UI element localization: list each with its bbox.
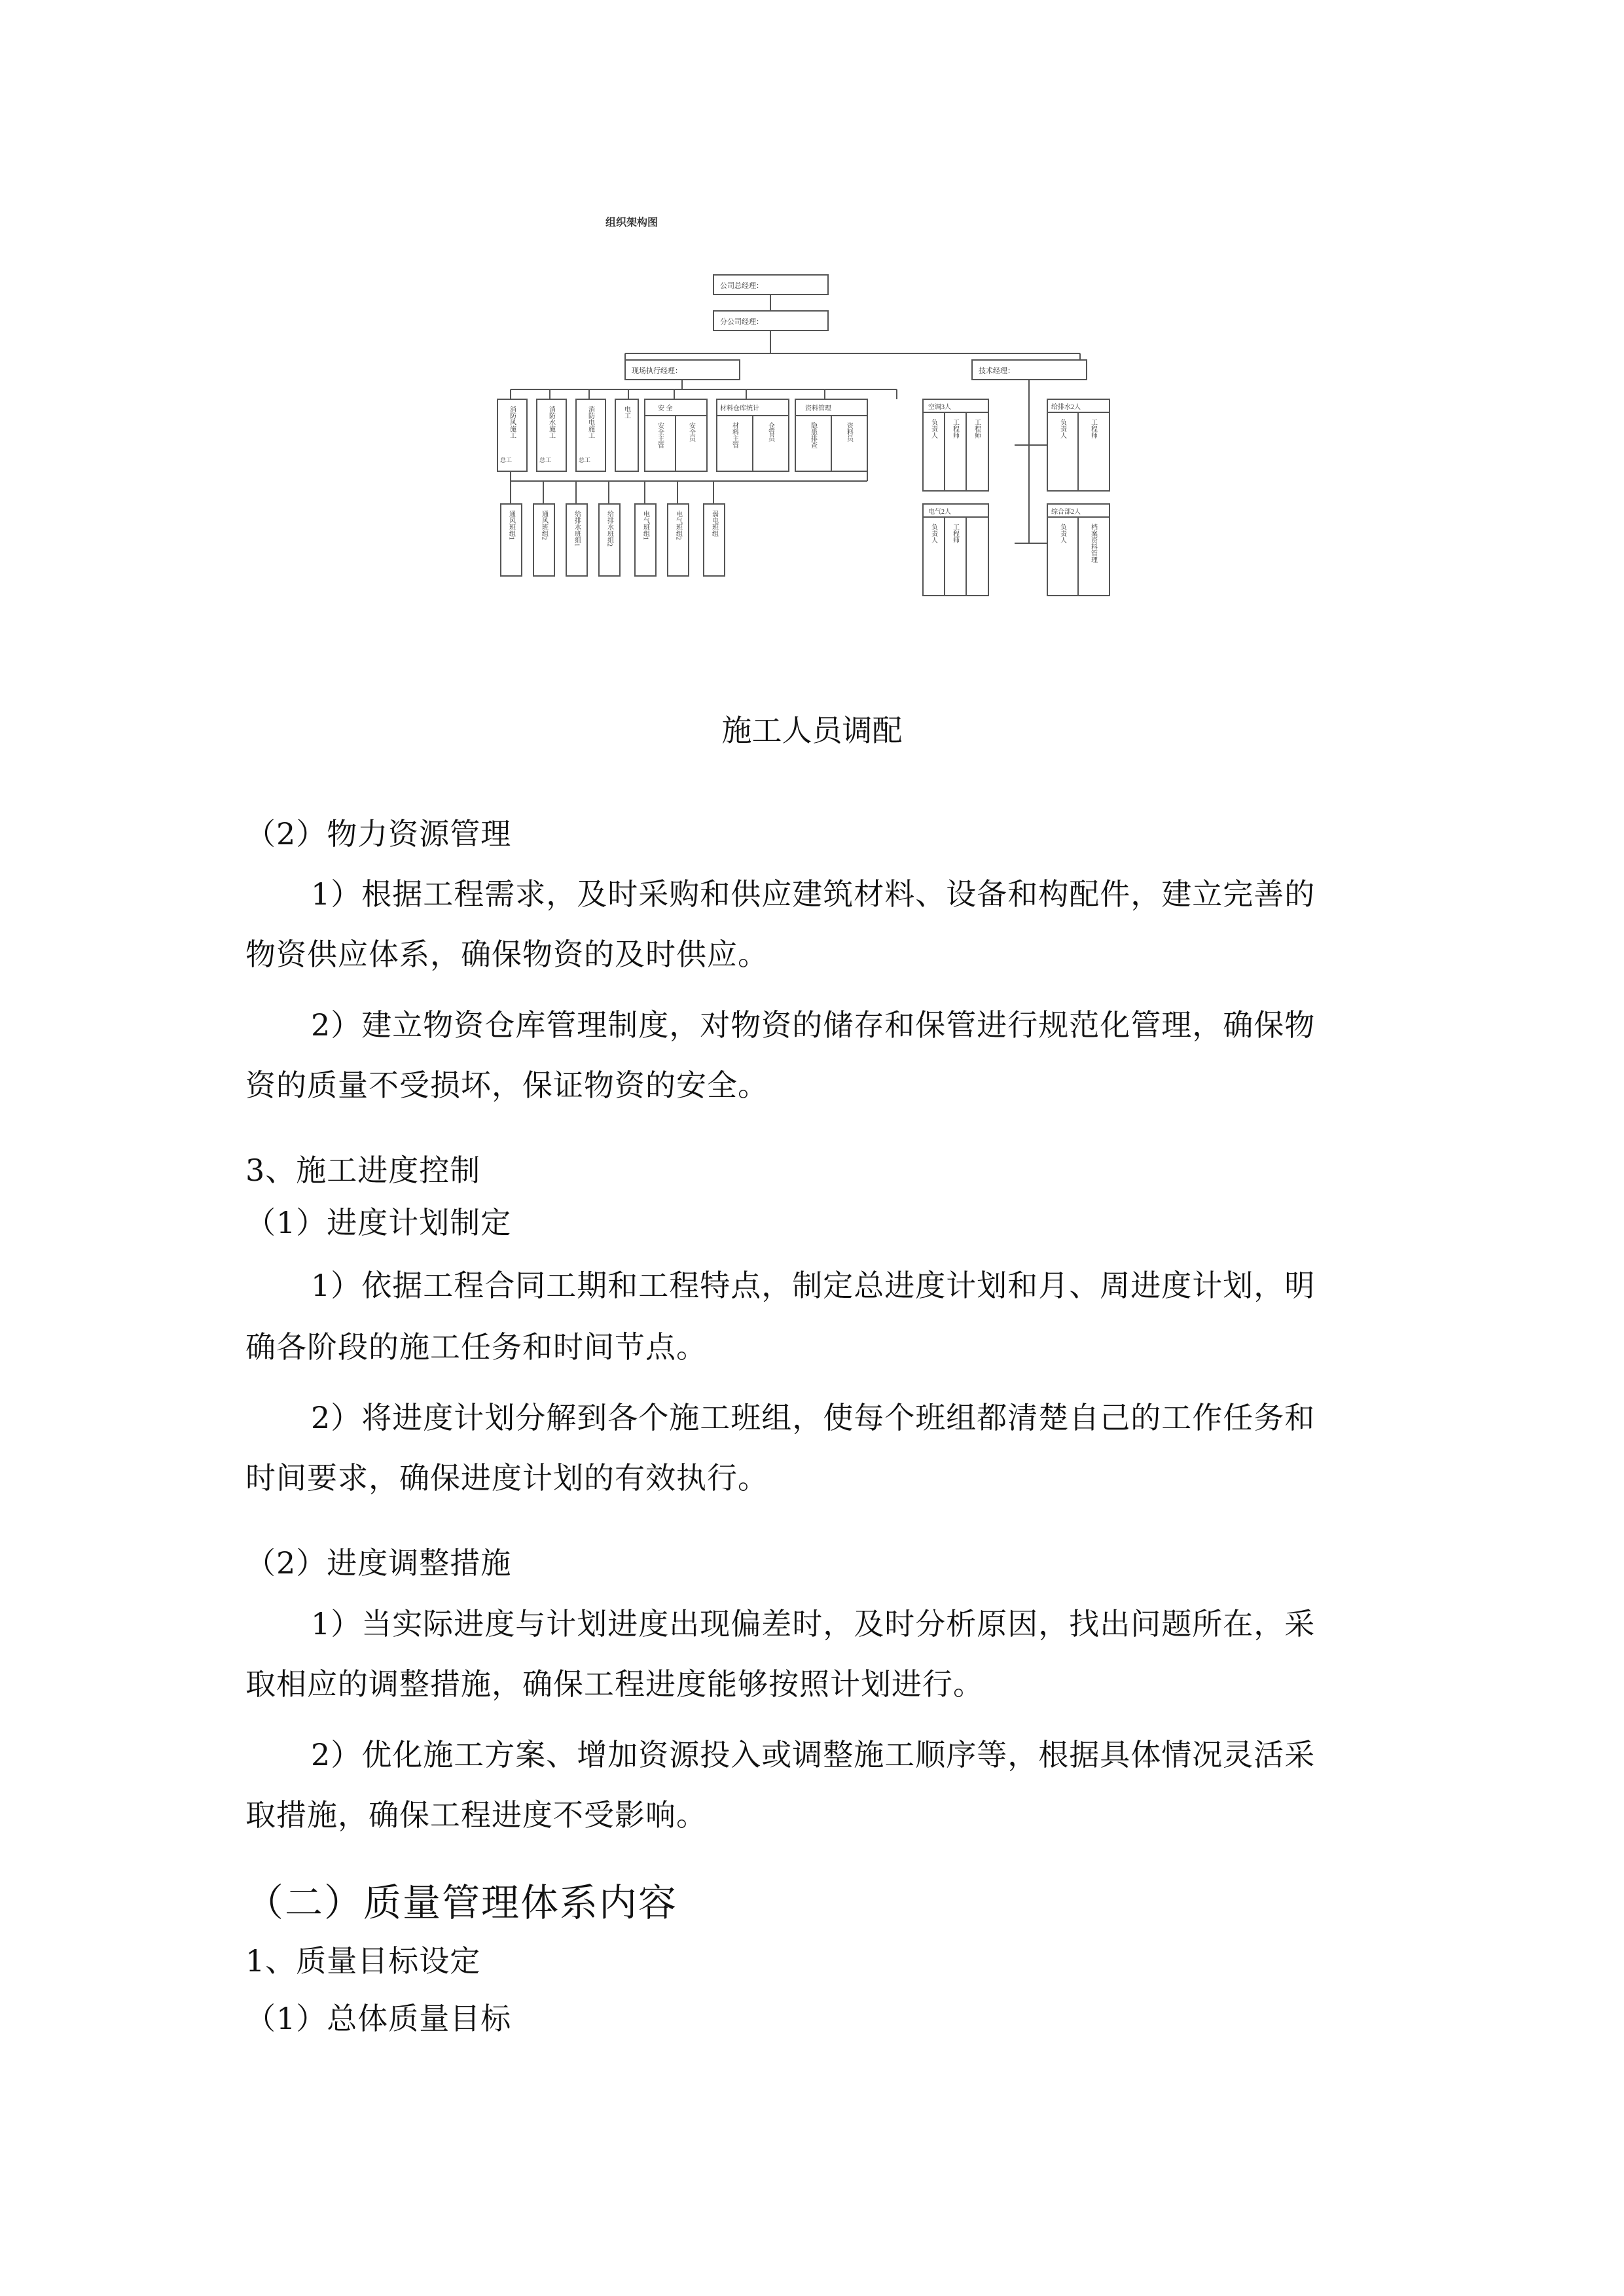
paragraph-line: 时间要求，确保进度计划的有效执行。 xyxy=(245,1460,768,1496)
box-team-5: 电气班组1 xyxy=(641,511,649,540)
box-fire: 综合部2人 xyxy=(1051,509,1081,516)
box-data-check: 隐患排查 xyxy=(809,422,817,448)
box-foreman-2: 消防水施工 xyxy=(547,406,555,439)
box-branch-manager: 分公司经理： xyxy=(720,318,763,326)
box-foreman-3: 消防电施工 xyxy=(586,406,594,439)
box-fire-eng: 档案资料管理 xyxy=(1089,524,1097,563)
paragraph-line: 资的质量不受损坏，保证物资的安全。 xyxy=(245,1067,768,1103)
org-chart-svg xyxy=(478,203,1132,609)
org-chart-figure xyxy=(478,203,1132,609)
paragraph-line: 2）优化施工方案、增加资源投入或调整施工顺序等，根据具体情况灵活采 xyxy=(311,1737,1316,1772)
paragraph-line: 物资供应体系，确保物资的及时供应。 xyxy=(245,937,768,972)
box-data-clerk: 资料员 xyxy=(845,422,853,442)
figure-caption: 施工人员调配 xyxy=(721,713,903,748)
box-team-4: 给排水班组2 xyxy=(605,511,613,547)
box-material-store: 仓管员 xyxy=(767,422,774,442)
paragraph-line: 1）根据工程需求，及时采购和供应建筑材料、设备和构配件，建立完善的 xyxy=(311,876,1316,912)
box-elec: 电气2人 xyxy=(928,509,951,516)
paragraph-line: 确各阶段的施工任务和时间节点。 xyxy=(245,1329,707,1365)
box-team-1: 通风班组1 xyxy=(507,511,515,540)
subheading-schedule-control: 3、施工进度控制 xyxy=(245,1153,481,1188)
box-safety: 安 全 xyxy=(658,405,673,412)
box-plumb-lead: 负责人 xyxy=(1058,419,1066,439)
box-team-2: 通风班组2 xyxy=(540,511,548,540)
box-elec-lead: 负责人 xyxy=(929,524,937,543)
paragraph-line: 取相应的调整措施，确保工程进度能够按照计划进行。 xyxy=(245,1666,984,1702)
box-foreman-1-head: 总工 xyxy=(500,457,513,463)
subheading-adjustment: （2）进度调整措施 xyxy=(245,1545,512,1581)
box-team-7: 弱电班组 xyxy=(710,511,718,537)
box-site-executive: 现场执行经理： xyxy=(632,367,682,375)
subheading-quality-goal: 1、质量目标设定 xyxy=(245,1943,481,1979)
box-foreman-2-head: 总工 xyxy=(539,457,552,463)
box-elec-eng: 工程师 xyxy=(951,524,959,543)
box-general-manager: 公司总经理： xyxy=(720,282,763,290)
section-heading: （二）质量管理体系内容 xyxy=(245,1880,678,1925)
box-foreman-1: 消防风施工 xyxy=(508,406,516,439)
box-hvac-lead: 负责人 xyxy=(929,419,937,439)
box-data: 资料管理 xyxy=(805,405,831,412)
box-team-3: 给排水班组1 xyxy=(573,511,581,547)
org-chart-title: 组织架构图 xyxy=(605,217,659,228)
box-hvac-eng: 工程师 xyxy=(951,419,959,439)
box-foreman-3-head: 总工 xyxy=(579,457,591,463)
subheading-overall-goal: （1）总体质量目标 xyxy=(245,2001,512,2036)
paragraph-line: 取措施，确保工程进度不受影响。 xyxy=(245,1797,707,1833)
box-hvac: 空调3人 xyxy=(928,404,951,411)
box-team-6: 电气班组2 xyxy=(674,511,682,540)
subheading-plan-formulation: （1）进度计划制定 xyxy=(245,1205,512,1240)
paragraph-line: 2）将进度计划分解到各个施工班组，使每个班组都清楚自己的工作任务和 xyxy=(311,1400,1316,1435)
subheading-material-resource: （2）物力资源管理 xyxy=(245,816,512,852)
box-plumb-eng: 工程师 xyxy=(1089,419,1097,439)
box-plumb: 给排水2人 xyxy=(1051,404,1081,411)
paragraph-line: 1）依据工程合同工期和工程特点，制定总进度计划和月、周进度计划，明 xyxy=(311,1268,1316,1303)
box-material-keeper: 材料主管 xyxy=(731,422,738,448)
box-fire-lead: 负责人 xyxy=(1058,524,1066,543)
box-hvac-work: 工程师 xyxy=(973,419,981,439)
box-foreman-4: 电工 xyxy=(623,406,630,419)
paragraph-line: 1）当实际进度与计划进度出现偏差时，及时分析原因，找出问题所在，采 xyxy=(311,1606,1316,1641)
box-material: 材料仓库统计 xyxy=(720,405,759,412)
box-safety-sub: 安全主管 xyxy=(656,422,664,448)
paragraph-line: 2）建立物资仓库管理制度，对物资的储存和保管进行规范化管理，确保物 xyxy=(311,1007,1316,1043)
box-tech-manager: 技术经理： xyxy=(979,367,1015,375)
box-safety-officer: 安全员 xyxy=(687,422,695,442)
